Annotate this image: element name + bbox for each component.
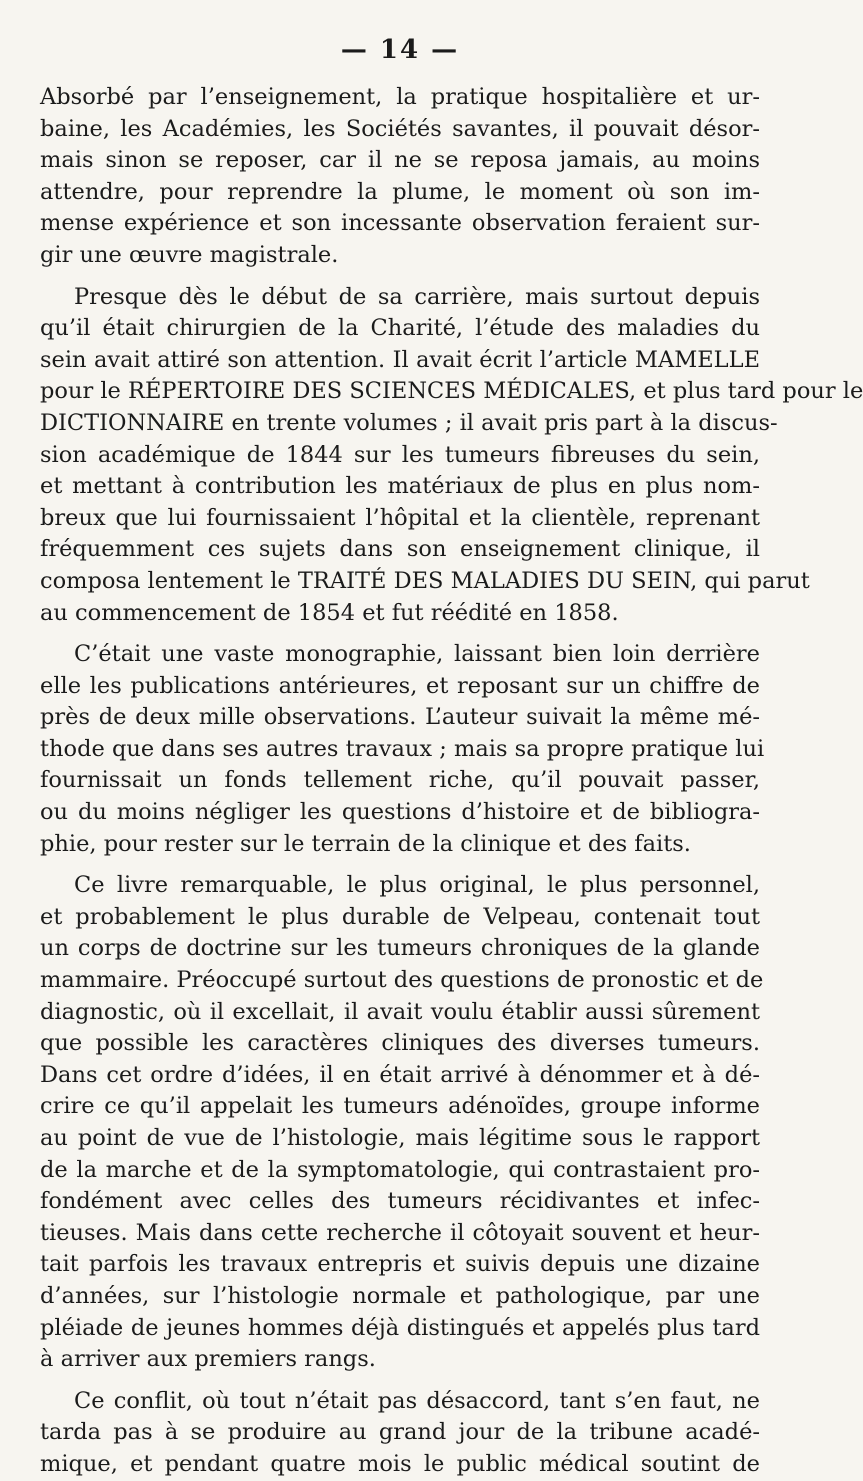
text-line: fréquemment ces sujets dans son enseignement clinique, il xyxy=(40,536,760,563)
text-line: mense expérience et son incessante observation feraient sur- xyxy=(40,210,760,237)
text-line: sein avait attiré son attention. Il avait écrit l’article MAMELLE xyxy=(40,346,760,373)
text-line: baine, les Académies, les Sociétés savantes, il pouvait désor- xyxy=(40,115,760,142)
text-line: thode que dans ses autres travaux ; mais sa propre pratique lui xyxy=(40,735,765,762)
text-line: pléiade de jeunes hommes déjà distingués et appelés plus tard xyxy=(40,1314,760,1341)
text-line: un corps de doctrine sur les tumeurs chroniques de la glande xyxy=(40,935,760,962)
text-line: sion académique de 1844 sur les tumeurs fibreuses du sein, xyxy=(40,441,760,468)
text-line: gir une œuvre magistrale. xyxy=(40,241,339,268)
text-line: DICTIONNAIRE en trente volumes ; il avait pris part à la discus- xyxy=(40,409,778,436)
text-line: diagnostic, où il excellait, il avait voulu établir aussi sûrement xyxy=(40,998,760,1025)
text-line: C’était une vaste monographie, laissant bien loin derrière xyxy=(74,641,760,668)
text-line: près de deux mille observations. L’auteur suivait la même mé- xyxy=(40,704,760,731)
text-line: pour le RÉPERTOIRE DES SCIENCES MÉDICALES, et plus tard pour le xyxy=(40,378,863,405)
text-line: que possible les caractères cliniques des diverses tumeurs. xyxy=(40,1030,760,1057)
text-line: Ce livre remarquable, le plus original, le plus personnel, xyxy=(74,872,760,899)
text-line: elle les publications antérieures, et reposant sur un chiffre de xyxy=(40,672,760,699)
text-line: ou du moins négliger les questions d’histoire et de bibliogra- xyxy=(40,799,760,826)
text-line: Presque dès le début de sa carrière, mais surtout depuis xyxy=(74,283,760,310)
paragraph-5 xyxy=(40,1386,760,1481)
text-line: de la marche et de la symptomatologie, qui contrastaient pro- xyxy=(40,1156,760,1183)
paragraph-3 xyxy=(40,639,765,860)
text-line: fondément avec celles des tumeurs récidivantes et infec- xyxy=(40,1188,760,1215)
text-line: Absorbé par l’enseignement, la pratique hospitalière et ur- xyxy=(40,84,760,110)
text-line: mique, et pendant quatre mois le public médical soutint de xyxy=(40,1450,760,1477)
text-line: d’années, sur l’histologie normale et pathologique, par une xyxy=(40,1282,760,1309)
text-line: breux que lui fournissaient l’hôpital et la clientèle, reprenant xyxy=(40,504,760,531)
text-line: phie, pour rester sur le terrain de la clinique et des faits. xyxy=(40,830,691,857)
text-line: composa lentement le TRAITÉ DES MALADIES DU SEIN, qui parut xyxy=(40,567,810,594)
text-line: attendre, pour reprendre la plume, le moment où son im- xyxy=(40,178,760,205)
paragraph-2 xyxy=(40,282,863,630)
text-line: qu’il était chirurgien de la Charité, l’étude des maladies du xyxy=(40,315,760,342)
page-number: — 14 — xyxy=(340,35,460,65)
text-line: tarda pas à se produire au grand jour de la tribune acadé- xyxy=(40,1419,760,1446)
text-line: Dans cet ordre d’idées, il en était arrivé à dénommer et à dé- xyxy=(40,1061,760,1088)
text-line: et mettant à contribution les matériaux de plus en plus nom- xyxy=(40,473,760,500)
text-line: Ce conflit, où tout n’était pas désaccord, tant s’en faut, ne xyxy=(74,1387,760,1414)
text-line: au point de vue de l’histologie, mais légitime sous le rapport xyxy=(40,1125,760,1151)
text-line: tait parfois les travaux entrepris et suivis depuis une dizaine xyxy=(40,1251,760,1278)
text-line: à arriver aux premiers rangs. xyxy=(40,1346,376,1373)
paragraph-1 xyxy=(40,82,760,272)
text-line: au commencement de 1854 et fut réédité en 1858. xyxy=(40,599,619,626)
text-line: mammaire. Préoccupé surtout des questions de pronostic et de xyxy=(40,967,764,994)
text-line: fournissait un fonds tellement riche, qu’il pouvait passer, xyxy=(40,767,760,794)
text-line: et probablement le plus durable de Velpeau, contenait tout xyxy=(40,903,760,930)
paragraph-4 xyxy=(40,870,764,1376)
text-line: tieuses. Mais dans cette recherche il côtoyait souvent et heur- xyxy=(40,1219,760,1246)
text-line: mais sinon se reposer, car il ne se reposa jamais, au moins xyxy=(40,147,760,174)
text-line: crire ce qu’il appelait les tumeurs adénoïdes, groupe informe xyxy=(40,1093,760,1120)
